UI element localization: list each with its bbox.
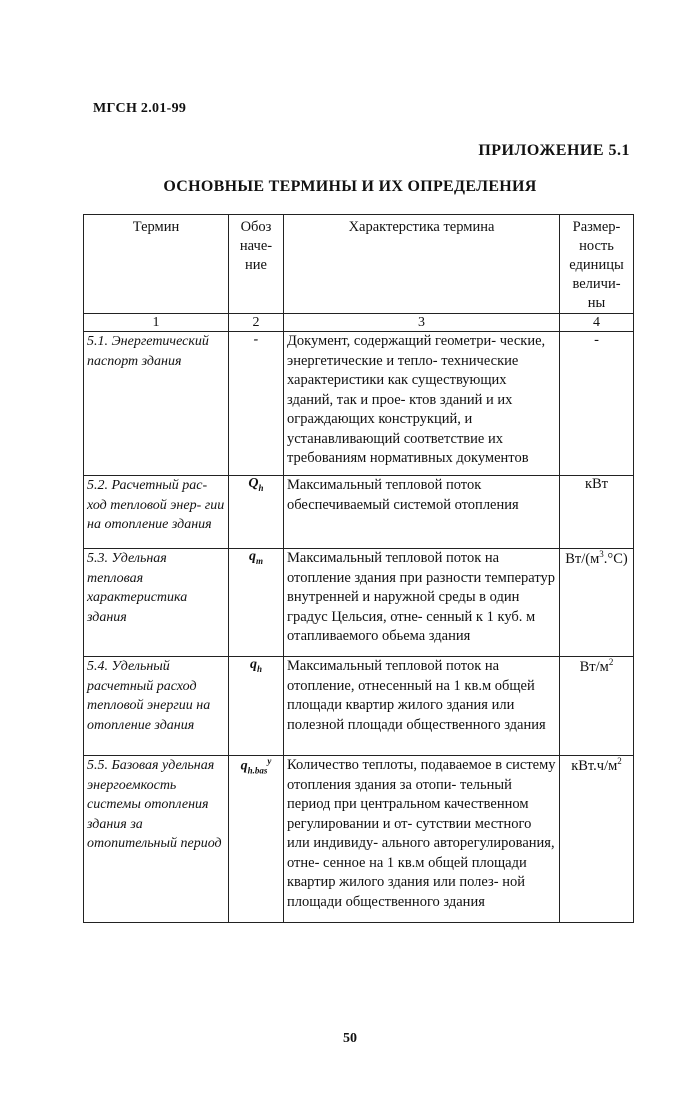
- symbol-superscript: y: [267, 756, 272, 766]
- unit-cell: [560, 657, 634, 756]
- unit-superscript: 2: [608, 657, 614, 667]
- symbol-base: -: [253, 332, 259, 347]
- description-cell: Максимальный тепловой поток на отопление, отнесенный на 1 кв.м общей площади квартир жилого здания или полезной площади общественного здания: [284, 657, 560, 756]
- unit-cell: [560, 476, 634, 549]
- symbol-subscript: h.bas: [247, 765, 268, 776]
- table-row: [84, 657, 634, 756]
- table-row: [84, 332, 634, 476]
- column-number: 3: [284, 314, 560, 332]
- symbol-cell: [229, 756, 284, 923]
- description-cell: Количество теплоты, подаваемое в систему отопления здания за отопи- тельный период при центральном качественном регулировании и от- сутствии местного или индивиду- ального авторегулирования, отне- сенное на 1 кв.м общей площади квартир жилого здания или полез- ной площади общественного здания: [284, 756, 560, 923]
- unit-base: -: [594, 332, 599, 348]
- unit-superscript: 2: [617, 756, 622, 766]
- symbol-subscript: h: [258, 482, 264, 493]
- symbol-subscript: m: [255, 555, 263, 566]
- appendix-label: ПРИЛОЖЕНИЕ 5.1: [478, 142, 630, 159]
- table-row: [84, 549, 634, 657]
- symbol-cell: [229, 657, 284, 756]
- description-cell: Максимальный тепловой поток обеспечиваемый системой отопления: [284, 476, 560, 549]
- column-header-symbol: Обоз наче- ние: [229, 215, 284, 314]
- symbol-cell: [229, 549, 284, 657]
- page-number: 50: [343, 1031, 357, 1046]
- term-cell: 5.2. Расчетный рас- ход тепловой энер- гии на отопление здания: [84, 476, 229, 549]
- description-cell: Максимальный тепловой поток на отопление здания при разности температур внутренней и наружной среды в один градус Цельсия, отне- сенный к 1 куб. м отапливаемого обьема здания: [284, 549, 560, 657]
- column-header-description: Характерстика термина: [284, 215, 560, 314]
- term-cell: 5.3. Удельная тепловая характеристика здания: [84, 549, 229, 657]
- unit-superscript: 3: [599, 549, 604, 559]
- symbol-base: q: [249, 657, 257, 672]
- table-header-row: [84, 215, 634, 314]
- symbol-subscript: h: [256, 663, 262, 674]
- page-title: ОСНОВНЫЕ ТЕРМИНЫ И ИХ ОПРЕДЕЛЕНИЯ: [163, 178, 537, 195]
- symbol-cell: [229, 476, 284, 549]
- unit-base: кВт.ч/м: [571, 757, 618, 774]
- column-number: 2: [229, 314, 284, 332]
- symbol-base: q: [240, 758, 248, 774]
- symbol-base: q: [248, 549, 256, 564]
- column-header-unit: Размер- ность единицы величи- ны: [560, 215, 634, 314]
- term-cell: 5.1. Энергетический паспорт здания: [84, 332, 229, 476]
- terms-table: [83, 214, 634, 923]
- unit-cell: [560, 549, 634, 657]
- symbol-cell: [229, 332, 284, 476]
- unit-cell: [560, 332, 634, 476]
- description-cell: Документ, содержащий геометри- ческие, энергетические и тепло- технические характеристики как существующих зданий, так и прое- ктов зданий и их ограждающих конструкций, и устанавливающий соответствие их требованиям нормативных документов: [284, 332, 560, 476]
- unit-base: Вт/(м: [565, 550, 600, 567]
- unit-base: кВт: [584, 476, 609, 492]
- unit-base: Вт/м: [579, 658, 609, 675]
- column-number-row: [84, 314, 634, 332]
- document-code: МГСН 2.01-99: [93, 101, 187, 116]
- term-cell: 5.4. Удельный расчетный расход тепловой энергии на отопление здания: [84, 657, 229, 756]
- column-header-term: Термин: [84, 215, 229, 314]
- symbol-base: Q: [248, 476, 259, 491]
- term-cell: 5.5. Базовая удельная энергоемкость системы отопления здания за отопительный период: [84, 756, 229, 923]
- unit-cell: [560, 756, 634, 923]
- table-row: [84, 756, 634, 923]
- column-number: 4: [560, 314, 634, 332]
- table-row: [84, 476, 634, 549]
- unit-tail: .°С): [603, 550, 628, 567]
- column-number: 1: [84, 314, 229, 332]
